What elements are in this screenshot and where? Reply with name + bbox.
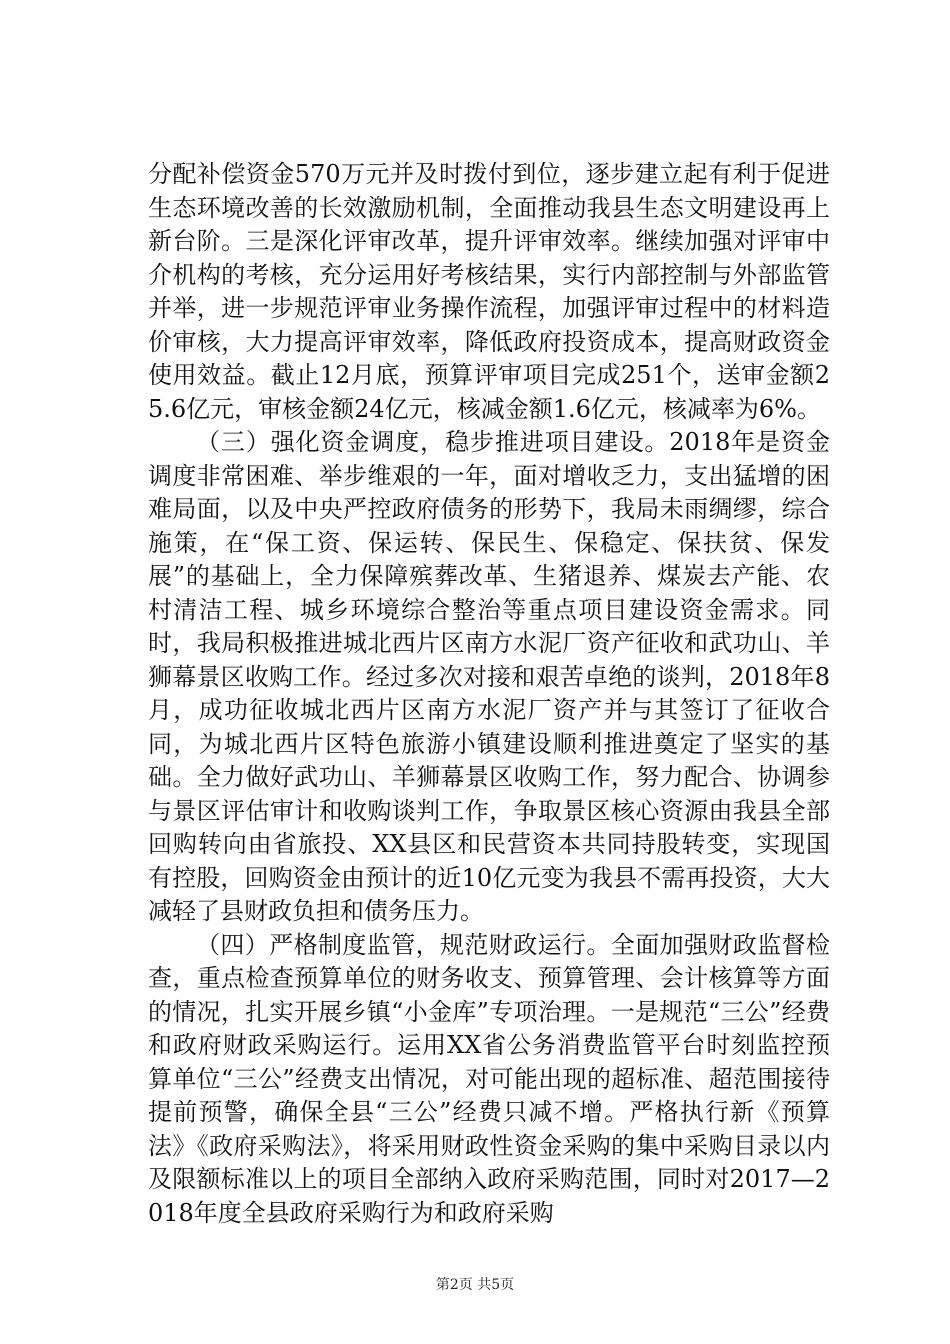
page-number-label: 第2页 共5页	[435, 1277, 515, 1293]
paragraph-1: 分配补偿资金570万元并及时拨付到位，逐步建立起有利于促进生态环境改善的长效激励机制，全面推动我县生态文明建设再上新台阶。三是深化评审改革，提升评审效率。继续加强对评审中介机构的考核，充分运用好考核结果，实行内部控制与外部监管并举，进一步规范评审业务操作流程，加强评审过程中的材料造价审核，大力提高评审效率，降低政府投资成本，提高财政资金使用效益。截止12月底，预算评审项目完成251个，送审金额25.6亿元，审核金额24亿元，核减金额1.6亿元，核减率为6%。	[148, 160, 830, 423]
page-footer	[0, 1274, 950, 1294]
document-body	[148, 158, 830, 1230]
paragraph-2: （三）强化资金调度，稳步推进项目建设。2018年是资金调度非常困难、举步维艰的一年，面对增收乏力，支出猛增的困难局面，以及中央严控政府债务的形势下，我局未雨绸缪，综合施策，在“保工资、保运转、保民生、保稳定、保扶贫、保发展”的基础上，全力保障殡葬改革、生猪退养、煤炭去产能、农村清洁工程、城乡环境综合整治等重点项目建设资金需求。同时，我局积极推进城北西片区南方水泥厂资产征收和武功山、羊狮幕景区收购工作。经过多次对接和艰苦卓绝的谈判，2018年8月，成功征收城北西片区南方水泥厂资产并与其签订了征收合同，为城北西片区特色旅游小镇建设顺利推进奠定了坚实的基础。全力做好武功山、羊狮幕景区收购工作，努力配合、协调参与景区评估审计和收购谈判工作，争取景区核心资源由我县全部回购转向由省旅投、XX县区和民营资本共同持股转变，实现国有控股，回购资金由预计的近10亿元变为我县不需再投资，大大减轻了县财政负担和债务压力。	[148, 428, 830, 925]
paragraph-3: （四）严格制度监管，规范财政运行。全面加强财政监督检查，重点检查预算单位的财务收支、预算管理、会计核算等方面的情况，扎实开展乡镇“小金库”专项治理。一是规范“三公”经费和政府财政采购运行。运用XX省公务消费监管平台时刻监控预算单位“三公”经费支出情况，对可能出现的超标准、超范围接待提前预警，确保全县“三公”经费只减不增。严格执行新《预算法》《政府采购法》，将采用财政性资金采购的集中采购目录以内及限额标准以上的项目全部纳入政府采购范围，同时对2017—2018年度全县政府采购行为和政府采购	[148, 930, 830, 1227]
